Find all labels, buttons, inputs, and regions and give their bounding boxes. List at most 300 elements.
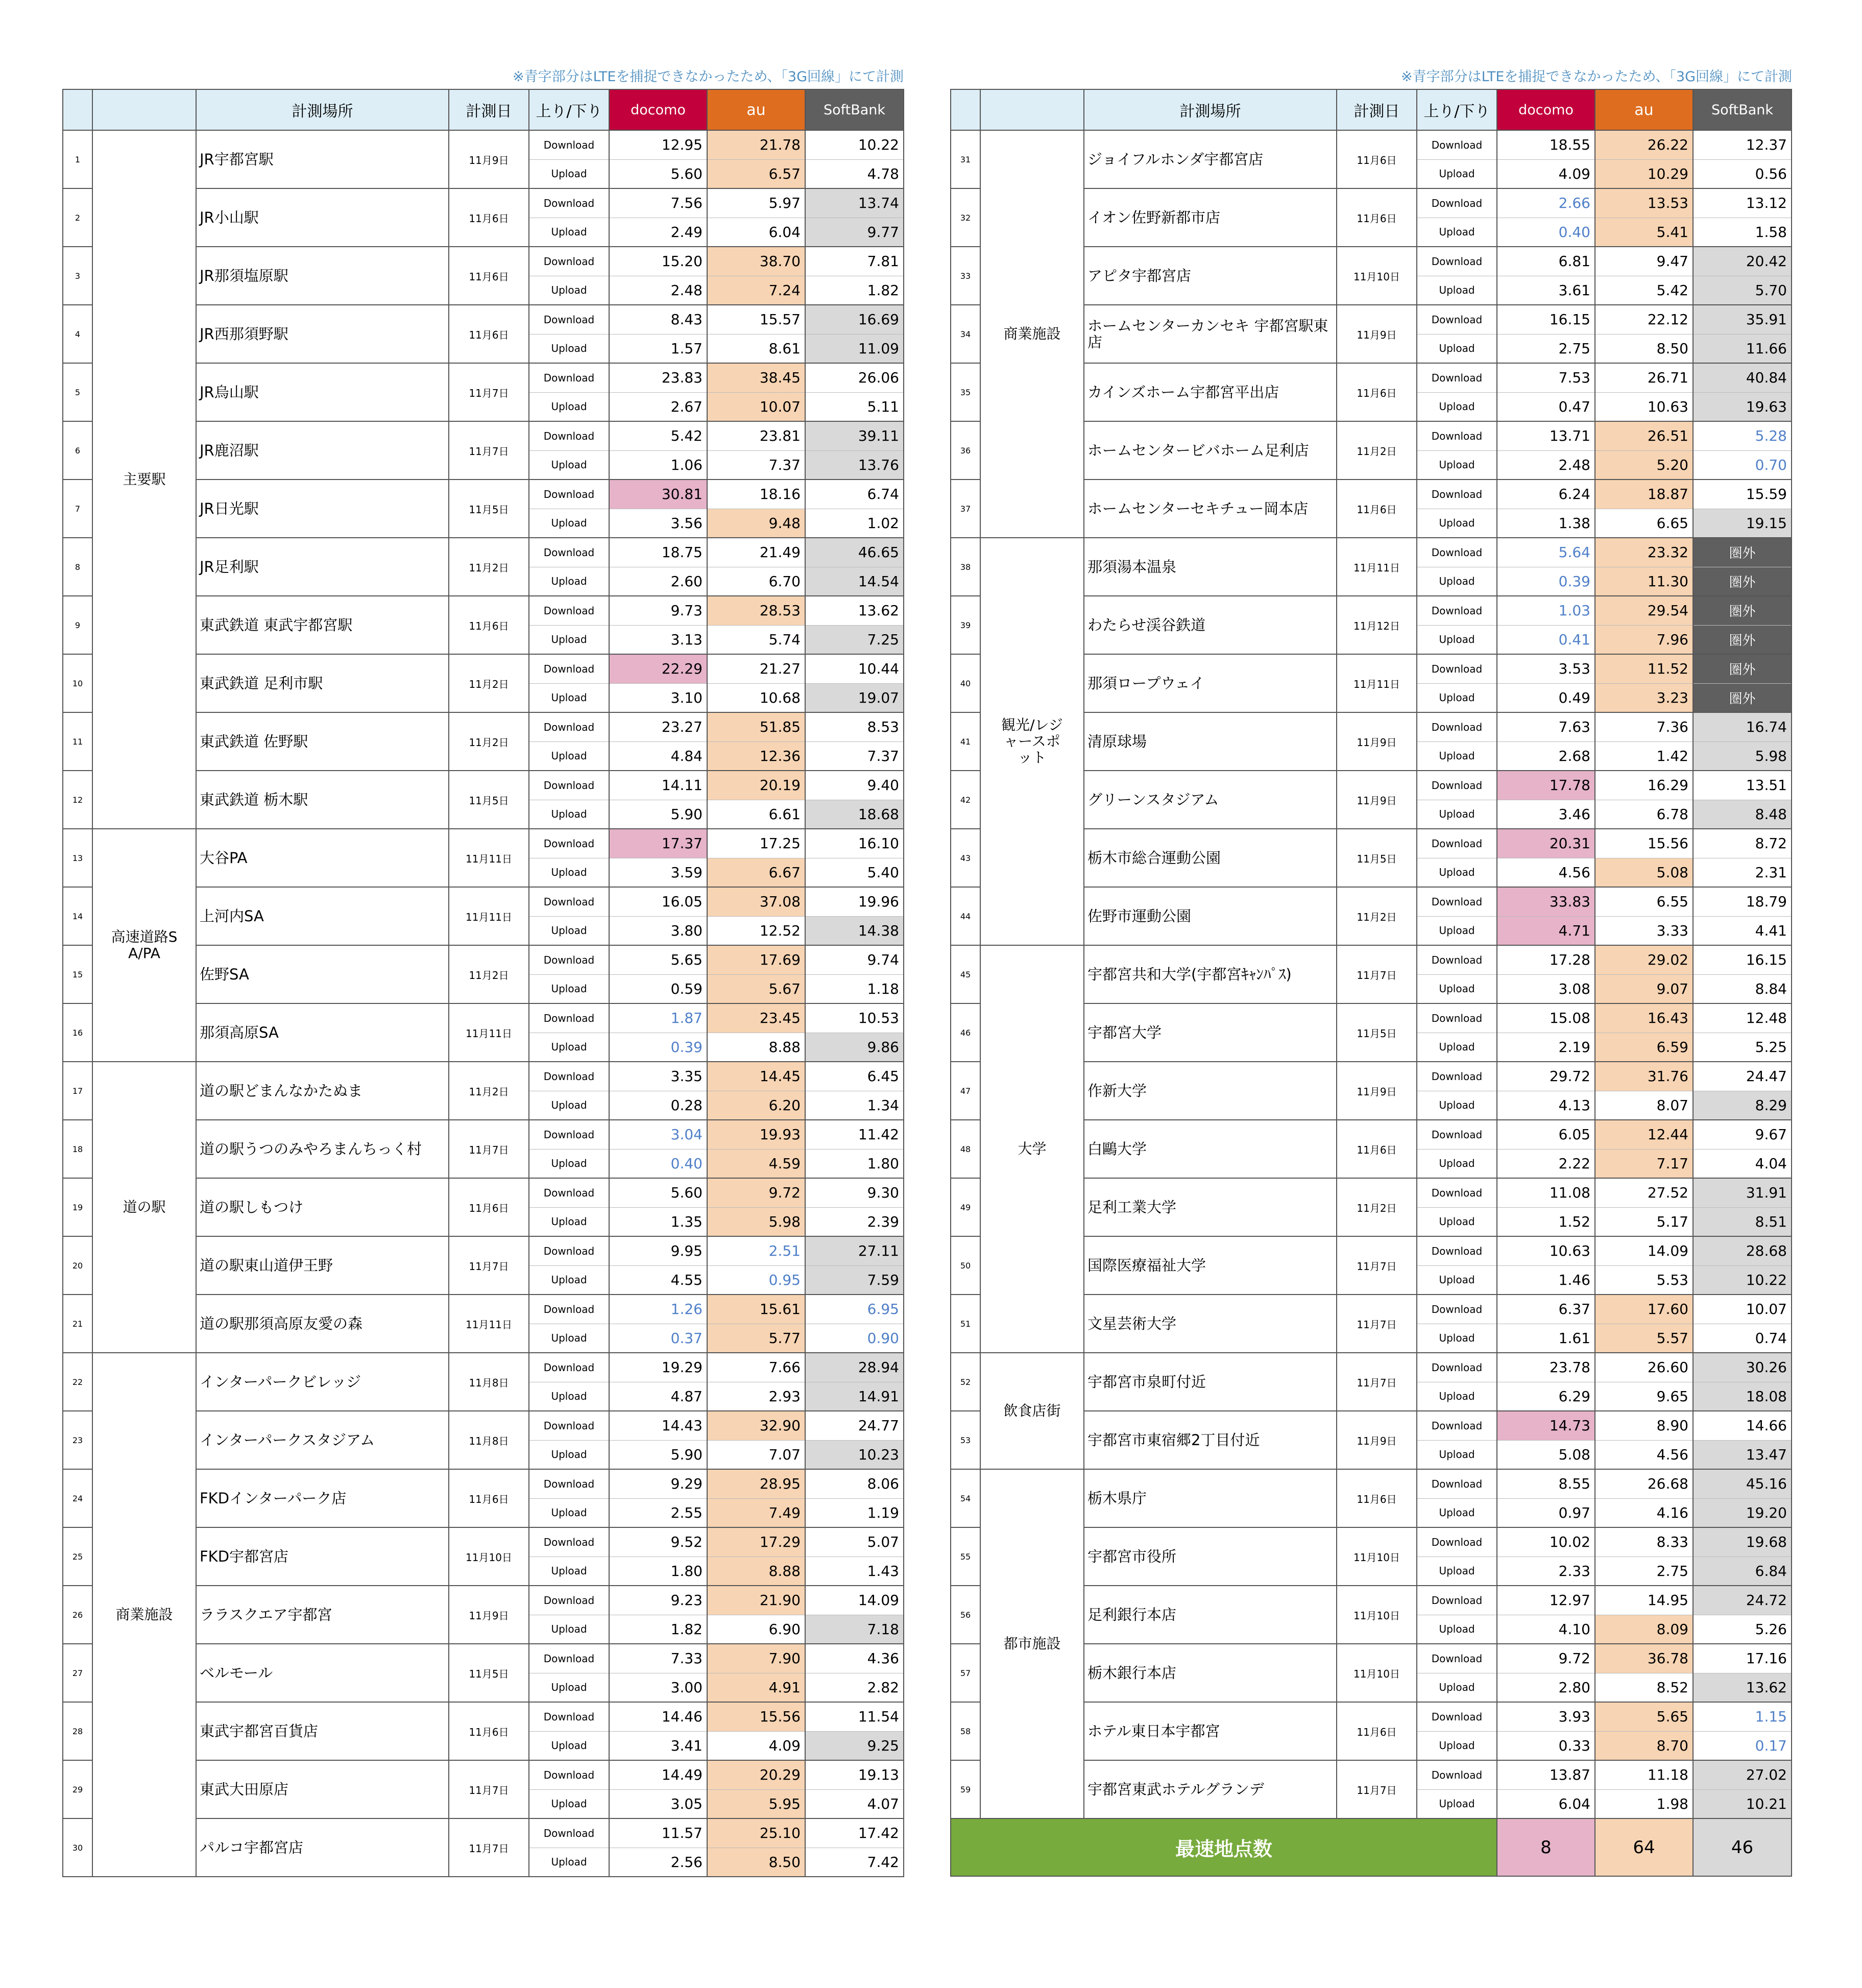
row-number: 34	[951, 305, 980, 363]
download-label: Download	[529, 887, 609, 916]
download-label: Download	[529, 1527, 609, 1556]
measure-date: 11月7日	[1337, 1236, 1417, 1295]
softbank-download-value: 13.51	[1693, 771, 1792, 800]
measure-date: 11月6日	[1337, 1120, 1417, 1178]
softbank-upload-value: 10.23	[805, 1440, 904, 1469]
download-label: Download	[529, 1062, 609, 1091]
place-name: 道の駅那須高原友愛の森	[196, 1295, 449, 1353]
table-row	[63, 1353, 904, 1382]
docomo-download-value: 18.55	[1497, 130, 1595, 159]
au-upload-value: 4.16	[1595, 1498, 1693, 1527]
au-download-value: 51.85	[707, 712, 805, 741]
au-upload-value: 10.63	[1595, 392, 1693, 421]
upload-label: Upload	[1417, 1498, 1497, 1527]
softbank-download-value: 16.15	[1693, 945, 1792, 974]
docomo-upload-value: 4.56	[1497, 858, 1595, 887]
au-download-value: 11.52	[1595, 654, 1693, 683]
softbank-download-value: 19.96	[805, 887, 904, 916]
speed-table-right	[950, 89, 1792, 1877]
place-name: 宇都宮東武ホテルグランデ	[1084, 1760, 1337, 1818]
upload-label: Upload	[529, 683, 609, 712]
place-name: ララスクエア宇都宮	[196, 1586, 449, 1644]
softbank-upload-value: 14.38	[805, 916, 904, 945]
measure-date: 11月9日	[1337, 1411, 1417, 1469]
softbank-download-value: 14.66	[1693, 1411, 1792, 1440]
download-label: Download	[1417, 1236, 1497, 1265]
au-upload-value: 9.48	[707, 509, 805, 538]
au-download-value: 36.78	[1595, 1644, 1693, 1673]
upload-label: Upload	[529, 1382, 609, 1411]
row-number: 3	[63, 247, 92, 305]
download-label: Download	[1417, 1469, 1497, 1498]
category-cell: 道の駅	[92, 1062, 196, 1353]
docomo-download-value: 7.63	[1497, 712, 1595, 741]
softbank-upload-value: 18.68	[805, 800, 904, 829]
softbank-download-value: 12.48	[1693, 1003, 1792, 1033]
softbank-upload-value: 10.21	[1693, 1789, 1792, 1818]
docomo-download-value: 14.43	[609, 1411, 707, 1440]
upload-label: Upload	[529, 450, 609, 480]
softbank-download-value: 8.53	[805, 712, 904, 741]
place-name: 作新大学	[1084, 1062, 1337, 1120]
row-number: 51	[951, 1295, 980, 1353]
au-upload-value: 8.88	[707, 1556, 805, 1586]
download-label: Download	[1417, 480, 1497, 509]
place-name: 宇都宮市泉町付近	[1084, 1353, 1337, 1411]
measure-date: 11月6日	[449, 188, 529, 247]
upload-label: Upload	[1417, 218, 1497, 247]
place-name: ホームセンターカンセキ 宇都宮駅東店	[1084, 305, 1337, 363]
header-au: au	[707, 89, 805, 130]
measure-date: 11月5日	[449, 771, 529, 829]
au-upload-value: 6.67	[707, 858, 805, 887]
measure-date: 11月9日	[1337, 712, 1417, 771]
softbank-upload-value: 14.54	[805, 567, 904, 596]
measure-date: 11月10日	[449, 1527, 529, 1586]
softbank-download-value: 35.91	[1693, 305, 1792, 334]
download-label: Download	[1417, 247, 1497, 276]
row-number: 6	[63, 421, 92, 480]
au-download-value: 23.32	[1595, 538, 1693, 567]
download-label: Download	[529, 1353, 609, 1382]
docomo-upload-value: 0.49	[1497, 683, 1595, 712]
docomo-upload-value: 5.90	[609, 800, 707, 829]
softbank-download-value: 8.06	[805, 1469, 904, 1498]
place-name: 東武鉄道 佐野駅	[196, 712, 449, 771]
au-upload-value: 5.53	[1595, 1265, 1693, 1295]
docomo-upload-value: 0.41	[1497, 625, 1595, 654]
header-date: 計測日	[1337, 89, 1417, 130]
docomo-upload-value: 5.60	[609, 159, 707, 188]
upload-label: Upload	[1417, 567, 1497, 596]
place-name: 大谷PA	[196, 829, 449, 887]
au-upload-value: 7.17	[1595, 1149, 1693, 1178]
place-name: JR宇都宮駅	[196, 130, 449, 188]
au-upload-value: 4.09	[707, 1731, 805, 1760]
place-name: 道の駅うつのみやろまんちっく村	[196, 1120, 449, 1178]
docomo-download-value: 11.57	[609, 1818, 707, 1848]
au-upload-value: 8.09	[1595, 1615, 1693, 1644]
docomo-download-value: 6.81	[1497, 247, 1595, 276]
softbank-upload-value: 14.91	[805, 1382, 904, 1411]
softbank-download-value: 13.74	[805, 188, 904, 218]
softbank-download-value: 7.81	[805, 247, 904, 276]
softbank-download-value: 28.68	[1693, 1236, 1792, 1265]
measure-date: 11月6日	[449, 247, 529, 305]
docomo-upload-value: 6.29	[1497, 1382, 1595, 1411]
au-download-value: 5.97	[707, 188, 805, 218]
measure-date: 11月9日	[1337, 1062, 1417, 1120]
softbank-download-value: 15.59	[1693, 480, 1792, 509]
measure-date: 11月10日	[1337, 247, 1417, 305]
au-upload-value: 7.24	[707, 276, 805, 305]
upload-label: Upload	[529, 1673, 609, 1702]
row-number: 25	[63, 1527, 92, 1586]
docomo-download-value: 17.78	[1497, 771, 1595, 800]
softbank-upload-value: 19.15	[1693, 509, 1792, 538]
docomo-upload-value: 2.19	[1497, 1033, 1595, 1062]
docomo-download-value: 17.28	[1497, 945, 1595, 974]
place-name: FKD宇都宮店	[196, 1527, 449, 1586]
place-name: JR那須塩原駅	[196, 247, 449, 305]
docomo-download-value: 12.97	[1497, 1586, 1595, 1615]
softbank-upload-value: 8.48	[1693, 800, 1792, 829]
softbank-upload-value: 1.58	[1693, 218, 1792, 247]
row-number: 40	[951, 654, 980, 712]
docomo-upload-value: 1.80	[609, 1556, 707, 1586]
docomo-upload-value: 2.33	[1497, 1556, 1595, 1586]
softbank-download-value: 27.11	[805, 1236, 904, 1265]
place-name: JR小山駅	[196, 188, 449, 247]
softbank-upload-value: 6.84	[1693, 1556, 1792, 1586]
au-upload-value: 6.70	[707, 567, 805, 596]
measure-date: 11月5日	[449, 1644, 529, 1702]
softbank-download-value: 18.79	[1693, 887, 1792, 916]
upload-label: Upload	[1417, 1033, 1497, 1062]
au-download-value: 2.51	[707, 1236, 805, 1265]
place-name: 国際医療福祉大学	[1084, 1236, 1337, 1295]
measure-date: 11月2日	[1337, 421, 1417, 480]
row-number: 24	[63, 1469, 92, 1527]
download-label: Download	[529, 188, 609, 218]
docomo-upload-value: 5.90	[609, 1440, 707, 1469]
measure-date: 11月11日	[449, 829, 529, 887]
place-name: 東武宇都宮百貨店	[196, 1702, 449, 1760]
row-number: 47	[951, 1062, 980, 1120]
upload-label: Upload	[529, 1033, 609, 1062]
softbank-upload-value: 圏外	[1693, 625, 1792, 654]
measure-date: 11月2日	[449, 712, 529, 771]
au-download-value: 9.72	[707, 1178, 805, 1207]
upload-label: Upload	[1417, 1440, 1497, 1469]
docomo-download-value: 9.29	[609, 1469, 707, 1498]
row-number: 13	[63, 829, 92, 887]
measure-date: 11月7日	[449, 1760, 529, 1818]
upload-label: Upload	[529, 334, 609, 363]
au-upload-value: 7.37	[707, 450, 805, 480]
place-name: 宇都宮市東宿郷2丁目付近	[1084, 1411, 1337, 1469]
header-no	[63, 89, 92, 130]
row-number: 7	[63, 480, 92, 538]
softbank-upload-value: 0.90	[805, 1324, 904, 1353]
au-download-value: 15.56	[1595, 829, 1693, 858]
docomo-upload-value: 4.13	[1497, 1091, 1595, 1120]
measure-date: 11月9日	[449, 1586, 529, 1644]
row-number: 10	[63, 654, 92, 712]
download-label: Download	[529, 945, 609, 974]
table-row	[951, 945, 1792, 974]
measure-date: 11月6日	[449, 1702, 529, 1760]
softbank-upload-value: 5.40	[805, 858, 904, 887]
row-number: 12	[63, 771, 92, 829]
download-label: Download	[1417, 654, 1497, 683]
table-header-row	[951, 89, 1792, 130]
docomo-download-value: 14.46	[609, 1702, 707, 1731]
row-number: 44	[951, 887, 980, 945]
download-label: Download	[529, 1295, 609, 1324]
docomo-download-value: 8.55	[1497, 1469, 1595, 1498]
au-upload-value: 10.68	[707, 683, 805, 712]
softbank-download-value: 30.26	[1693, 1353, 1792, 1382]
docomo-download-value: 6.37	[1497, 1295, 1595, 1324]
docomo-download-value: 22.29	[609, 654, 707, 683]
row-number: 57	[951, 1644, 980, 1702]
measure-date: 11月11日	[449, 887, 529, 945]
row-number: 30	[63, 1818, 92, 1877]
au-download-value: 32.90	[707, 1411, 805, 1440]
measure-date: 11月2日	[449, 945, 529, 1003]
softbank-upload-value: 0.74	[1693, 1324, 1792, 1353]
au-download-value: 21.78	[707, 130, 805, 159]
au-download-value: 7.36	[1595, 712, 1693, 741]
au-upload-value: 8.52	[1595, 1673, 1693, 1702]
au-upload-value: 5.08	[1595, 858, 1693, 887]
docomo-upload-value: 1.57	[609, 334, 707, 363]
measure-date: 11月8日	[449, 1353, 529, 1411]
row-number: 8	[63, 538, 92, 596]
au-upload-value: 1.42	[1595, 741, 1693, 771]
au-upload-value: 8.88	[707, 1033, 805, 1062]
upload-label: Upload	[529, 1440, 609, 1469]
row-number: 26	[63, 1586, 92, 1644]
softbank-upload-value: 7.25	[805, 625, 904, 654]
docomo-download-value: 14.49	[609, 1760, 707, 1789]
download-label: Download	[1417, 1295, 1497, 1324]
softbank-upload-value: 5.11	[805, 392, 904, 421]
place-name: JR足利駅	[196, 538, 449, 596]
au-download-value: 26.68	[1595, 1469, 1693, 1498]
au-download-value: 12.44	[1595, 1120, 1693, 1149]
upload-label: Upload	[529, 1556, 609, 1586]
place-name: 白鷗大学	[1084, 1120, 1337, 1178]
place-name: ホームセンターセキチュー岡本店	[1084, 480, 1337, 538]
docomo-download-value: 1.26	[609, 1295, 707, 1324]
softbank-upload-value: 0.70	[1693, 450, 1792, 480]
docomo-upload-value: 0.97	[1497, 1498, 1595, 1527]
download-label: Download	[1417, 712, 1497, 741]
row-number: 17	[63, 1062, 92, 1120]
total-au: 64	[1595, 1818, 1693, 1876]
softbank-upload-value: 0.56	[1693, 159, 1792, 188]
softbank-upload-value: 11.09	[805, 334, 904, 363]
softbank-upload-value: 7.37	[805, 741, 904, 771]
upload-label: Upload	[1417, 276, 1497, 305]
au-download-value: 14.95	[1595, 1586, 1693, 1615]
place-name: 那須湯本温泉	[1084, 538, 1337, 596]
docomo-download-value: 3.35	[609, 1062, 707, 1091]
docomo-upload-value: 3.08	[1497, 974, 1595, 1003]
docomo-download-value: 2.66	[1497, 188, 1595, 218]
docomo-upload-value: 0.40	[1497, 218, 1595, 247]
softbank-download-value: 17.16	[1693, 1644, 1792, 1673]
upload-label: Upload	[1417, 1207, 1497, 1236]
au-upload-value: 9.65	[1595, 1382, 1693, 1411]
download-label: Download	[529, 712, 609, 741]
measure-date: 11月10日	[1337, 1527, 1417, 1586]
measure-date: 11月11日	[1337, 538, 1417, 596]
au-upload-value: 6.90	[707, 1615, 805, 1644]
softbank-upload-value: 18.08	[1693, 1382, 1792, 1411]
download-label: Download	[1417, 421, 1497, 450]
row-number: 53	[951, 1411, 980, 1469]
row-number: 41	[951, 712, 980, 771]
au-upload-value: 6.04	[707, 218, 805, 247]
docomo-upload-value: 4.55	[609, 1265, 707, 1295]
docomo-download-value: 12.95	[609, 130, 707, 159]
softbank-download-value: 24.77	[805, 1411, 904, 1440]
docomo-upload-value: 4.09	[1497, 159, 1595, 188]
au-download-value: 28.95	[707, 1469, 805, 1498]
softbank-download-value: 24.72	[1693, 1586, 1792, 1615]
docomo-download-value: 7.56	[609, 188, 707, 218]
softbank-download-value: 12.37	[1693, 130, 1792, 159]
au-download-value: 15.57	[707, 305, 805, 334]
place-name: 足利銀行本店	[1084, 1586, 1337, 1644]
download-label: Download	[1417, 596, 1497, 625]
download-label: Download	[1417, 1760, 1497, 1789]
au-upload-value: 4.59	[707, 1149, 805, 1178]
au-upload-value: 12.36	[707, 741, 805, 771]
docomo-upload-value: 1.82	[609, 1615, 707, 1644]
docomo-upload-value: 0.28	[609, 1091, 707, 1120]
softbank-upload-value: 1.19	[805, 1498, 904, 1527]
upload-label: Upload	[529, 1149, 609, 1178]
upload-label: Upload	[1417, 1556, 1497, 1586]
docomo-download-value: 14.73	[1497, 1411, 1595, 1440]
au-download-value: 17.25	[707, 829, 805, 858]
au-upload-value: 8.70	[1595, 1731, 1693, 1760]
docomo-download-value: 9.72	[1497, 1644, 1595, 1673]
au-download-value: 13.53	[1595, 188, 1693, 218]
header-category	[980, 89, 1084, 130]
measure-date: 11月6日	[449, 305, 529, 363]
measure-date: 11月6日	[449, 596, 529, 654]
measure-date: 11月7日	[1337, 945, 1417, 1003]
download-label: Download	[1417, 363, 1497, 392]
upload-label: Upload	[529, 800, 609, 829]
upload-label: Upload	[529, 1207, 609, 1236]
softbank-upload-value: 7.59	[805, 1265, 904, 1295]
au-download-value: 14.45	[707, 1062, 805, 1091]
au-upload-value: 6.57	[707, 159, 805, 188]
place-name: 東武大田原店	[196, 1760, 449, 1818]
row-number: 43	[951, 829, 980, 887]
upload-label: Upload	[1417, 1324, 1497, 1353]
docomo-download-value: 16.05	[609, 887, 707, 916]
row-number: 50	[951, 1236, 980, 1295]
au-download-value: 29.02	[1595, 945, 1693, 974]
au-download-value: 26.71	[1595, 363, 1693, 392]
table-row	[63, 130, 904, 159]
docomo-download-value: 9.23	[609, 1586, 707, 1615]
softbank-download-value: 9.67	[1693, 1120, 1792, 1149]
docomo-download-value: 13.87	[1497, 1760, 1595, 1789]
place-name: FKDインターパーク店	[196, 1469, 449, 1527]
download-label: Download	[529, 1469, 609, 1498]
upload-label: Upload	[1417, 1673, 1497, 1702]
au-download-value: 18.16	[707, 480, 805, 509]
softbank-download-value: 13.12	[1693, 188, 1792, 218]
softbank-download-value: 5.07	[805, 1527, 904, 1556]
table-row	[63, 1062, 904, 1091]
row-number: 20	[63, 1236, 92, 1295]
softbank-upload-value: 5.98	[1693, 741, 1792, 771]
softbank-download-value: 11.42	[805, 1120, 904, 1149]
place-name: インターパークビレッジ	[196, 1353, 449, 1411]
docomo-upload-value: 3.05	[609, 1789, 707, 1818]
header-direction: 上り/下り	[529, 89, 609, 130]
upload-label: Upload	[529, 567, 609, 596]
docomo-download-value: 9.73	[609, 596, 707, 625]
au-upload-value: 6.61	[707, 800, 805, 829]
upload-label: Upload	[529, 741, 609, 771]
docomo-upload-value: 2.55	[609, 1498, 707, 1527]
softbank-upload-value: 10.22	[1693, 1265, 1792, 1295]
header-category	[92, 89, 196, 130]
docomo-download-value: 5.64	[1497, 538, 1595, 567]
row-number: 2	[63, 188, 92, 247]
upload-label: Upload	[529, 1324, 609, 1353]
row-number: 27	[63, 1644, 92, 1702]
upload-label: Upload	[1417, 1731, 1497, 1760]
upload-label: Upload	[529, 974, 609, 1003]
docomo-upload-value: 2.67	[609, 392, 707, 421]
softbank-upload-value: 5.25	[1693, 1033, 1792, 1062]
upload-label: Upload	[1417, 1615, 1497, 1644]
row-number: 38	[951, 538, 980, 596]
measure-date: 11月8日	[449, 1411, 529, 1469]
au-download-value: 8.90	[1595, 1411, 1693, 1440]
place-name: 宇都宮共和大学(宇都宮ｷｬﾝﾊﾟｽ)	[1084, 945, 1337, 1003]
header-docomo: docomo	[1497, 89, 1595, 130]
row-number: 45	[951, 945, 980, 1003]
row-number: 16	[63, 1003, 92, 1062]
softbank-download-value: 6.74	[805, 480, 904, 509]
download-label: Download	[1417, 1178, 1497, 1207]
docomo-upload-value: 4.10	[1497, 1615, 1595, 1644]
total-docomo: 8	[1497, 1818, 1595, 1876]
docomo-download-value: 9.52	[609, 1527, 707, 1556]
docomo-download-value: 7.33	[609, 1644, 707, 1673]
upload-label: Upload	[529, 1789, 609, 1818]
row-number: 23	[63, 1411, 92, 1469]
softbank-download-value: 8.72	[1693, 829, 1792, 858]
docomo-download-value: 7.53	[1497, 363, 1595, 392]
download-label: Download	[529, 829, 609, 858]
docomo-upload-value: 1.06	[609, 450, 707, 480]
softbank-download-value: 20.42	[1693, 247, 1792, 276]
docomo-upload-value: 2.48	[1497, 450, 1595, 480]
